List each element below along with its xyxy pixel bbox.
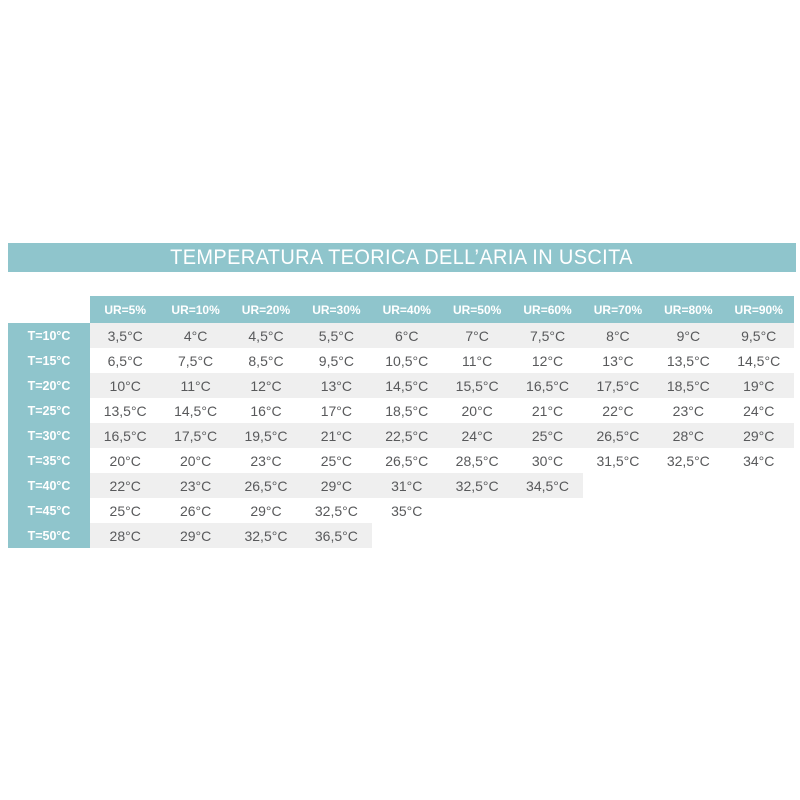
- table-cell: 20°C: [461, 402, 493, 419]
- table-cell: 13,5°C: [103, 402, 147, 419]
- row-label: T=30°C: [8, 423, 90, 448]
- empty-cell: [512, 523, 582, 548]
- table-cell: 8,5°C: [248, 352, 284, 369]
- table-cell: 29°C: [724, 423, 794, 448]
- table-cell: 17,5°C: [583, 373, 653, 398]
- empty-cell: [724, 523, 794, 548]
- row-label: T=35°C: [8, 448, 90, 473]
- column-header: UR=90%: [724, 296, 794, 323]
- table-cell: 29°C: [160, 523, 230, 548]
- empty-cell: [512, 498, 582, 523]
- empty-cell: [653, 523, 723, 548]
- empty-cell: [583, 498, 653, 523]
- table-cell: 13°C: [301, 373, 371, 398]
- empty-cell: [442, 498, 512, 523]
- row-label: T=25°C: [8, 398, 90, 423]
- empty-cell: [724, 498, 794, 523]
- table-cell: 28°C: [90, 523, 160, 548]
- column-header: UR=5%: [90, 296, 160, 323]
- table-cell: 11°C: [160, 373, 230, 398]
- empty-cell: [724, 473, 794, 498]
- table-cell: 32,5°C: [442, 473, 512, 498]
- column-header: UR=70%: [583, 296, 653, 323]
- table-cell: 22,5°C: [372, 423, 442, 448]
- empty-cell: [653, 473, 723, 498]
- table-cell: 22°C: [90, 473, 160, 498]
- row-label: T=45°C: [8, 498, 90, 523]
- table-cell: 11°C: [462, 352, 493, 369]
- page-title: TEMPERATURA TEORICA DELL’ARIA IN USCITA: [170, 245, 634, 269]
- table-cell: 23°C: [250, 452, 282, 469]
- table-cell: 25°C: [512, 423, 582, 448]
- table-cell: 34°C: [743, 452, 775, 469]
- table-cell: 28,5°C: [455, 452, 499, 469]
- table-cell: 32,5°C: [666, 452, 710, 469]
- empty-cell: [583, 523, 653, 548]
- table-cell: 32,5°C: [314, 502, 358, 519]
- table-cell: 24°C: [442, 423, 512, 448]
- table-cell: 26°C: [179, 502, 212, 519]
- table-cell: 23°C: [672, 402, 704, 419]
- table-cell: 22°C: [602, 402, 634, 419]
- table-cell: 20°C: [179, 452, 212, 469]
- table-cell: 19,5°C: [231, 423, 301, 448]
- column-header: UR=40%: [372, 296, 442, 323]
- table-cell: 26,5°C: [231, 473, 301, 498]
- table-cell: 18,5°C: [653, 373, 723, 398]
- row-label: T=50°C: [8, 523, 90, 548]
- table-cell: 25°C: [109, 502, 141, 519]
- empty-cell: [583, 473, 653, 498]
- title-banner: [8, 243, 796, 272]
- table-cell: 4,5°C: [231, 323, 301, 348]
- table-cell: 25°C: [320, 452, 352, 469]
- table-cell: 16,5°C: [90, 423, 160, 448]
- table-cell: 28°C: [653, 423, 723, 448]
- table-cell: 23°C: [160, 473, 230, 498]
- table-cell: 9,5°C: [724, 323, 794, 348]
- temperature-table: [8, 296, 794, 548]
- table-cell: 6°C: [372, 323, 442, 348]
- row-label: T=20°C: [8, 373, 90, 398]
- table-cell: 21°C: [531, 402, 564, 419]
- table-cell: 4°C: [160, 323, 230, 348]
- table-cell: 8°C: [583, 323, 653, 348]
- table-cell: 10,5°C: [385, 352, 429, 369]
- table-cell: 17°C: [320, 402, 352, 419]
- table-cell: 21°C: [301, 423, 371, 448]
- table-cell: 30°C: [531, 452, 564, 469]
- table-cell: 31°C: [372, 473, 442, 498]
- table-cell: 13,5°C: [666, 352, 710, 369]
- empty-cell: [442, 523, 512, 548]
- column-header: UR=30%: [301, 296, 371, 323]
- table-cell: 31,5°C: [596, 452, 640, 469]
- table-cell: 14,5°C: [372, 373, 442, 398]
- table-cell: 29°C: [250, 502, 282, 519]
- table-cell: 36,5°C: [301, 523, 371, 548]
- column-header: UR=80%: [653, 296, 723, 323]
- table-cell: 14,5°C: [174, 402, 218, 419]
- table-cell: 12°C: [231, 373, 301, 398]
- table-cell: 29°C: [301, 473, 371, 498]
- table-cell: 16,5°C: [512, 373, 582, 398]
- empty-cell: [653, 498, 723, 523]
- table-cell: 26,5°C: [583, 423, 653, 448]
- table-cell: 18,5°C: [385, 402, 429, 419]
- table-cell: 34,5°C: [512, 473, 582, 498]
- table-cell: 20°C: [109, 452, 141, 469]
- table-cell: 13°C: [602, 352, 634, 369]
- table-cell: 6,5°C: [107, 352, 143, 369]
- column-header: UR=50%: [442, 296, 512, 323]
- table-cell: 7,5°C: [178, 352, 214, 369]
- table-cell: 16°C: [250, 402, 282, 419]
- table-cell: 32,5°C: [231, 523, 301, 548]
- table-cell: 10°C: [90, 373, 160, 398]
- table-cell: 7,5°C: [512, 323, 582, 348]
- table-corner: [8, 296, 90, 323]
- row-label: T=10°C: [8, 323, 90, 348]
- column-header: UR=10%: [160, 296, 230, 323]
- table-cell: 17,5°C: [160, 423, 230, 448]
- table-cell: 14,5°C: [737, 352, 781, 369]
- table-cell: 19°C: [724, 373, 794, 398]
- table-cell: 15,5°C: [442, 373, 512, 398]
- table-cell: 3,5°C: [90, 323, 160, 348]
- table-cell: 5,5°C: [301, 323, 371, 348]
- table-cell: 9,5°C: [318, 352, 354, 369]
- table-cell: 26,5°C: [385, 452, 429, 469]
- row-label: T=15°C: [8, 348, 90, 373]
- table-cell: 9°C: [653, 323, 723, 348]
- column-header: UR=20%: [231, 296, 301, 323]
- table-cell: 7°C: [442, 323, 512, 348]
- column-header: UR=60%: [512, 296, 582, 323]
- table-cell: 12°C: [531, 352, 564, 369]
- empty-cell: [372, 523, 442, 548]
- row-label: T=40°C: [8, 473, 90, 498]
- table-cell: 35°C: [391, 502, 423, 519]
- table-cell: 24°C: [743, 402, 775, 419]
